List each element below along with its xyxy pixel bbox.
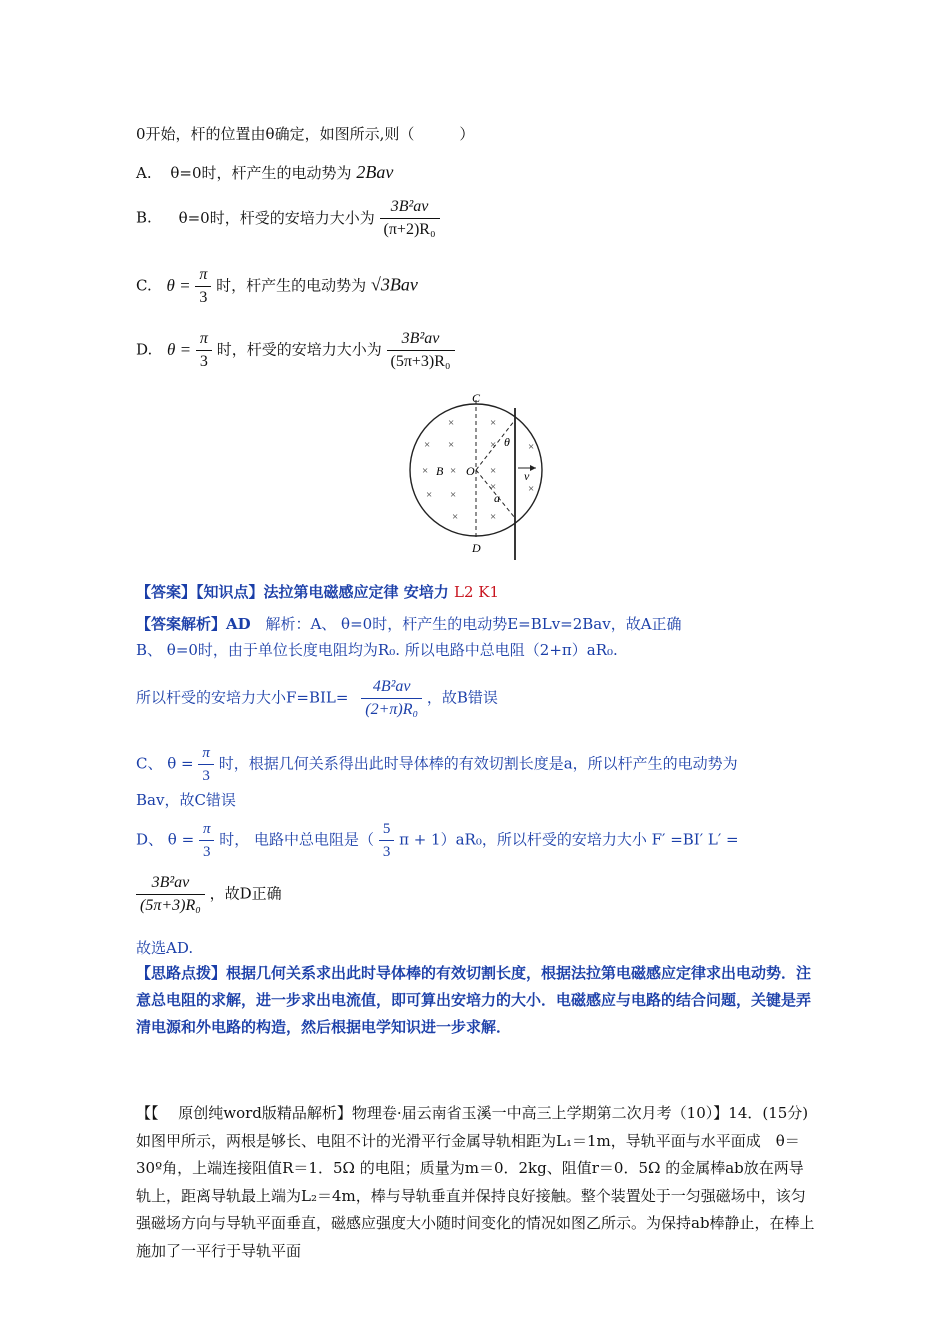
analysis-line-6 — [136, 818, 739, 863]
analysis-d-text: 时， 电路中总电阻是（ — [219, 830, 375, 849]
option-b-denominator: (π+2)R₀ — [383, 221, 436, 238]
analysis-d-numerator: π — [199, 818, 215, 841]
option-d-fraction — [196, 328, 212, 373]
hint-paragraph — [136, 960, 816, 1041]
label-c: C — [472, 391, 481, 405]
label-v: v — [524, 469, 530, 483]
analysis-d-force-denominator: (5π+3)R₀ — [140, 897, 201, 914]
field-cross: × — [490, 417, 497, 429]
analysis-line-8: 故选AD. — [136, 939, 194, 957]
option-c-text: 时，杆产生的电动势为 — [216, 276, 367, 295]
option-d-numerator: π — [196, 328, 212, 351]
analysis-d-denominator-2: 3 — [382, 844, 391, 860]
label-o: O — [466, 464, 475, 478]
analysis-d-force-numerator: 3B²av — [136, 872, 205, 895]
circuit-figure — [400, 390, 560, 560]
option-b-label: B. — [136, 208, 152, 227]
field-cross: × — [450, 465, 457, 477]
option-c-numerator: π — [195, 264, 211, 287]
analysis-line-4 — [136, 742, 738, 787]
analysis-b-text: 所以杆受的安培力大小F=BIL= — [136, 688, 349, 707]
field-cross: × — [528, 441, 535, 453]
field-cross: × — [490, 481, 497, 493]
analysis-a: 解析：A、 θ=0时，杆产生的电动势E=BLv=2Bav，故A正确 — [265, 615, 682, 633]
field-cross: × — [426, 489, 433, 501]
analysis-c-text: 时，根据几何关系得出此时导体棒的有效切割长度是a，所以杆产生的电动势为 — [218, 754, 738, 773]
option-a-label: A. — [136, 164, 152, 182]
option-b — [136, 196, 440, 241]
analysis-c-fraction — [198, 742, 214, 787]
label-theta: θ — [504, 435, 510, 449]
field-cross: × — [490, 465, 497, 477]
answer-line — [136, 582, 499, 602]
hint-tag: 【思路点拨】 — [136, 964, 227, 982]
option-d-denominator-2: (5π+3)R₀ — [390, 353, 451, 370]
knowledge-tag: 【知识点】 — [196, 583, 264, 601]
knowledge-codes: L2 K1 — [454, 583, 500, 601]
knowledge-topic: 法拉第电磁感应定律 安培力 — [263, 583, 449, 601]
label-b: B — [436, 464, 444, 478]
hint-text: 根据几何关系求出此时导体棒的有效切割长度，根据法拉第电磁感应定律求出电动势．注意总电阻的求解，进一步求出电流值，即可算出安培力的大小．电磁感应与电路的结合问题，关键是弄清电源和外电路的构造，然后根据电学知识进一步求解． — [136, 964, 812, 1036]
option-d-label: D. — [136, 340, 153, 359]
option-d-numerator-2: 3B²av — [387, 328, 455, 351]
option-a-text: θ=0时，杆产生的电动势为 — [170, 164, 352, 182]
next-question-paragraph: 【【 原创纯word版精品解析】物理卷·届云南省玉溪一中高三上学期第二次月考（10）】14．(15分)如图甲所示，两根是够长、电阻不计的光滑平行金属导轨相距为L₁＝1m，导轨平面与水平面成 θ＝30º角，上端连接阻值R＝1．5Ω 的电阻；质量为m＝0．2kg、阻值r＝0．5Ω 的金属棒ab放在两导轨上，距离导轨最上端为L₂＝4m，棒与导轨垂直并保持良好接触。整个装置处于一匀强磁场中，该匀强磁场方向与导轨平面垂直，磁感应强度大小随时间变化的情况如图乙所示。为保持ab棒静止，在棒上施加了一平行于导轨平面 — [136, 1104, 815, 1260]
option-d-theta: θ = — [167, 339, 192, 359]
option-c-fraction — [195, 264, 211, 309]
option-c-math: √3Bav — [370, 274, 418, 295]
analysis-c-denominator: 3 — [202, 768, 210, 784]
answer-tag: 【答案】 — [136, 583, 197, 601]
analysis-line-2: B、 θ=0时，由于单位长度电阻均为R₀. 所以电路中总电阻（2+π）aR₀. — [136, 641, 618, 659]
analysis-d-fraction-2 — [379, 818, 395, 863]
field-cross: × — [528, 483, 535, 495]
option-b-text: θ=0时，杆受的安培力大小为 — [178, 208, 375, 227]
question-intro: 0开始，杆的位置由θ确定，如图所示,则（ ） — [136, 125, 475, 143]
analysis-line-7 — [136, 872, 282, 917]
analysis-d-conclusion: ，故D正确 — [209, 884, 282, 903]
option-c-theta: θ = — [166, 275, 191, 295]
option-c-denominator: 3 — [199, 289, 208, 306]
option-d-denominator: 3 — [199, 353, 208, 370]
analysis-d-numerator-2: 5 — [379, 818, 395, 841]
analysis-d-text-2: π + 1）aR₀，所以杆受的安培力大小 F′ =BI′ L′ = — [399, 830, 739, 849]
analysis-b-denominator: (2+π)R₀ — [365, 701, 419, 718]
field-cross: × — [452, 511, 459, 523]
analysis-answer: AD — [226, 615, 251, 633]
option-a — [136, 162, 393, 183]
field-cross: × — [490, 439, 497, 451]
label-d: D — [472, 541, 481, 555]
analysis-tag: 【答案解析】 — [136, 615, 227, 633]
velocity-arrowhead — [530, 465, 536, 471]
analysis-line-5: Bav，故C错误 — [136, 791, 236, 809]
option-a-math: 2Bav — [356, 162, 394, 182]
option-b-fraction — [380, 196, 440, 241]
analysis-c-theta: C、 θ = — [136, 754, 194, 773]
option-d-text: 时，杆受的安培力大小为 — [216, 340, 382, 359]
field-cross: × — [448, 417, 455, 429]
analysis-line-1 — [136, 614, 682, 634]
analysis-b-fraction — [361, 676, 422, 721]
field-cross: × — [490, 511, 497, 523]
option-d-fraction-2 — [387, 328, 455, 373]
option-c-label: C. — [136, 276, 152, 295]
analysis-b-conclusion: ，故B错误 — [426, 688, 498, 707]
field-cross: × — [422, 465, 429, 477]
analysis-d-force-fraction — [136, 872, 205, 917]
option-b-numerator: 3B²av — [380, 196, 440, 219]
analysis-b-numerator: 4B²av — [361, 676, 422, 699]
field-cross: × — [448, 439, 455, 451]
field-cross: × — [424, 439, 431, 451]
analysis-line-3 — [136, 676, 498, 721]
field-cross: × — [450, 489, 457, 501]
label-a: a — [494, 491, 500, 505]
option-d — [136, 328, 455, 373]
option-c — [136, 264, 418, 309]
analysis-d-denominator: 3 — [202, 844, 211, 860]
analysis-d-theta: D、 θ = — [136, 830, 195, 849]
analysis-c-numerator: π — [198, 742, 214, 765]
analysis-d-fraction — [199, 818, 215, 863]
